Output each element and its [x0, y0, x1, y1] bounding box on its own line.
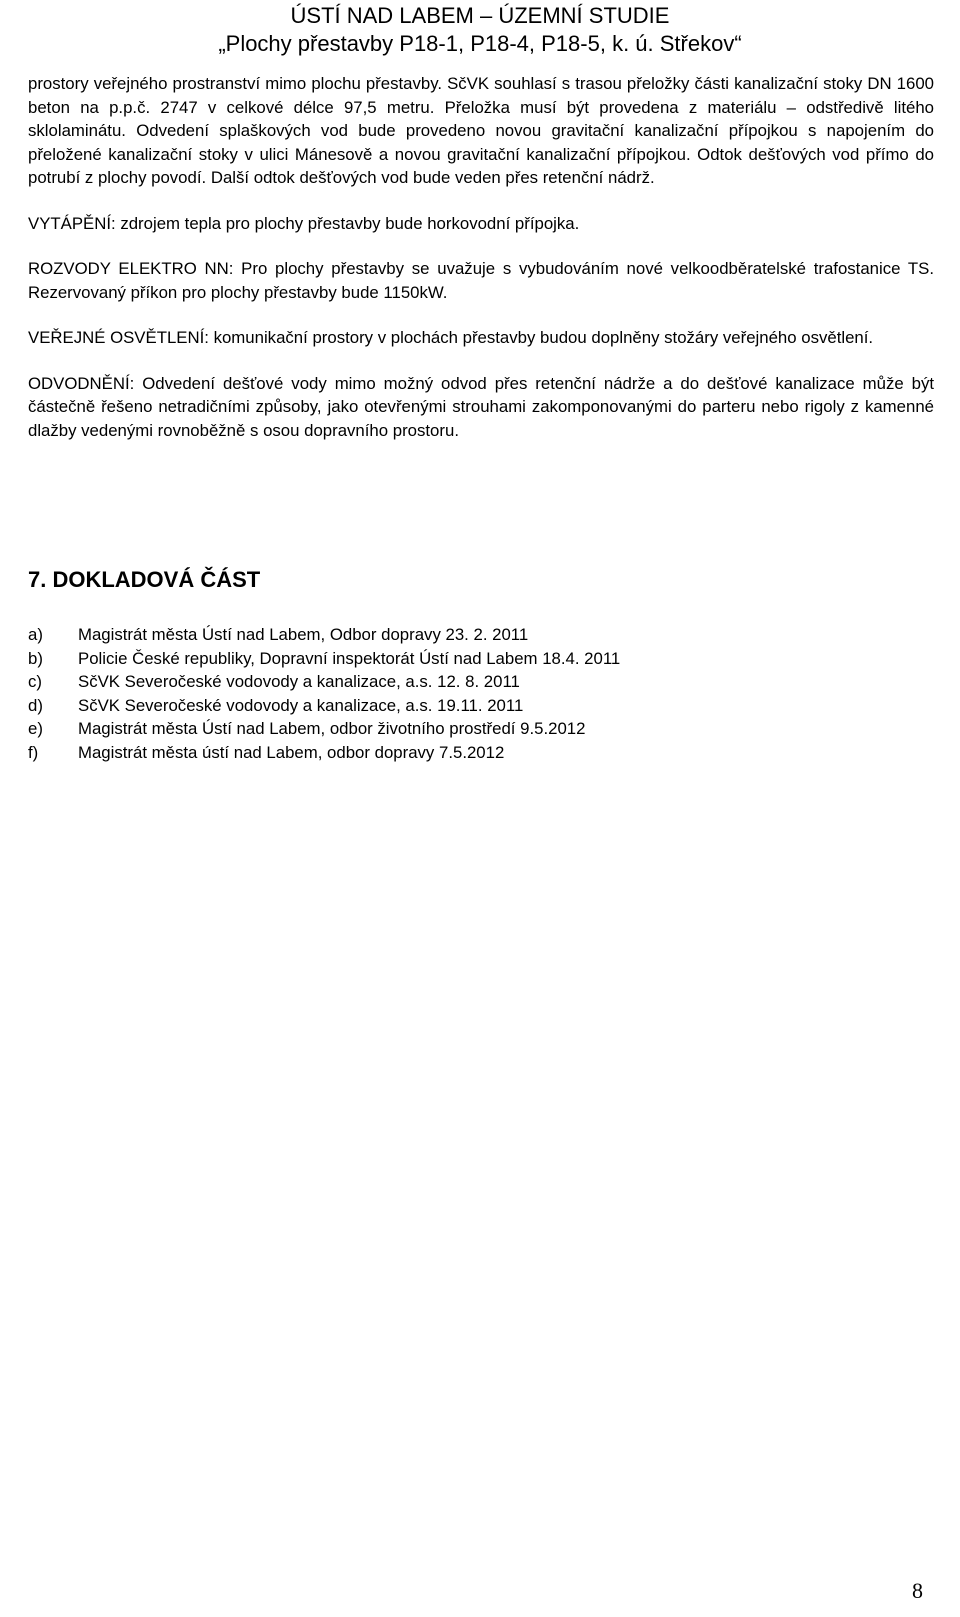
paragraph-sewer: prostory veřejného prostranství mimo plochu přestavby. SčVK souhlasí s trasou přeložky části kanalizační stoky DN 1600 beton na p.p.č. 2747 v celkové délce 97,5 metru. Přeložka musí být provedena z materiálu – odstředivě litého sklolaminátu. Odvedení splaškových vod bude provedeno novou gravitační kanalizační přípojkou s napojením do přeložené kanalizační stoky v ulici Mánesově a novou gravitační kanalizační přípojkou. Odtok dešťových vod přímo do potrubí z plochy povodí. Další odtok dešťových vod bude veden přes retenční nádrž.: [28, 74, 934, 187]
paragraph-drainage: ODVODNĚNÍ: Odvedení dešťové vody mimo možný odvod přes retenční nádrže a do dešťové kanalizace může být částečně řešeno netradičními způsoby, jako otevřenými strouhami zakomponovanými do parteru nebo rigoly z kamenné dlažby vedenými rovnoběžně s osou dopravního prostoru.: [28, 373, 934, 440]
list-item: [28, 694, 928, 718]
list-item-text: Magistrát města Ústí nad Labem, odbor životního prostředí 9.5.2012: [78, 719, 586, 738]
list-item: [28, 623, 928, 647]
list-item-text: SčVK Severočeské vodovody a kanalizace, a.s. 12. 8. 2011: [78, 672, 520, 691]
header-title: ÚSTÍ NAD LABEM – ÚZEMNÍ STUDIE: [290, 3, 670, 28]
paragraph-lighting: VEŘEJNÉ OSVĚTLENÍ: komunikační prostory v plochách přestavby budou doplněny stožáry veřejného osvětlení.: [28, 328, 874, 347]
list-item-text: Policie České republiky, Dopravní inspektorát Ústí nad Labem 18.4. 2011: [78, 648, 621, 668]
list-marker: b): [28, 648, 43, 668]
list-marker: d): [28, 695, 43, 715]
list-marker: a): [28, 625, 43, 644]
list-marker: e): [28, 719, 43, 738]
page-number: 8: [912, 1578, 923, 1603]
list-item: [28, 741, 928, 765]
document-list: [28, 623, 928, 764]
list-item-text: Magistrát města ústí nad Labem, odbor dopravy 7.5.2012: [78, 742, 505, 762]
paragraph-electro: ROZVODY ELEKTRO NN: Pro plochy přestavby se uvažuje s vybudováním nové velkoodběratelské trafostanice TS. Rezervovaný příkon pro plochy přestavby bude 1150kW.: [28, 259, 934, 302]
paragraph-heating: VYTÁPĚNÍ: zdrojem tepla pro plochy přestavby bude horkovodní přípojka.: [28, 213, 580, 233]
header-subtitle: „Plochy přestavby P18-1, P18-4, P18-5, k. ú. Střekov“: [218, 31, 742, 56]
list-item: [28, 717, 928, 741]
list-item: [28, 647, 928, 671]
body-text: [28, 72, 934, 442]
list-marker: c): [28, 672, 42, 691]
list-marker: f): [28, 742, 39, 762]
page-header: [0, 2, 960, 58]
list-item-text: Magistrát města Ústí nad Labem, Odbor dopravy 23. 2. 2011: [78, 625, 529, 644]
section-heading: 7. DOKLADOVÁ ČÁST: [28, 567, 261, 592]
list-item-text: SčVK Severočeské vodovody a kanalizace, a.s. 19.11. 2011: [78, 695, 524, 715]
list-item: [28, 670, 928, 694]
